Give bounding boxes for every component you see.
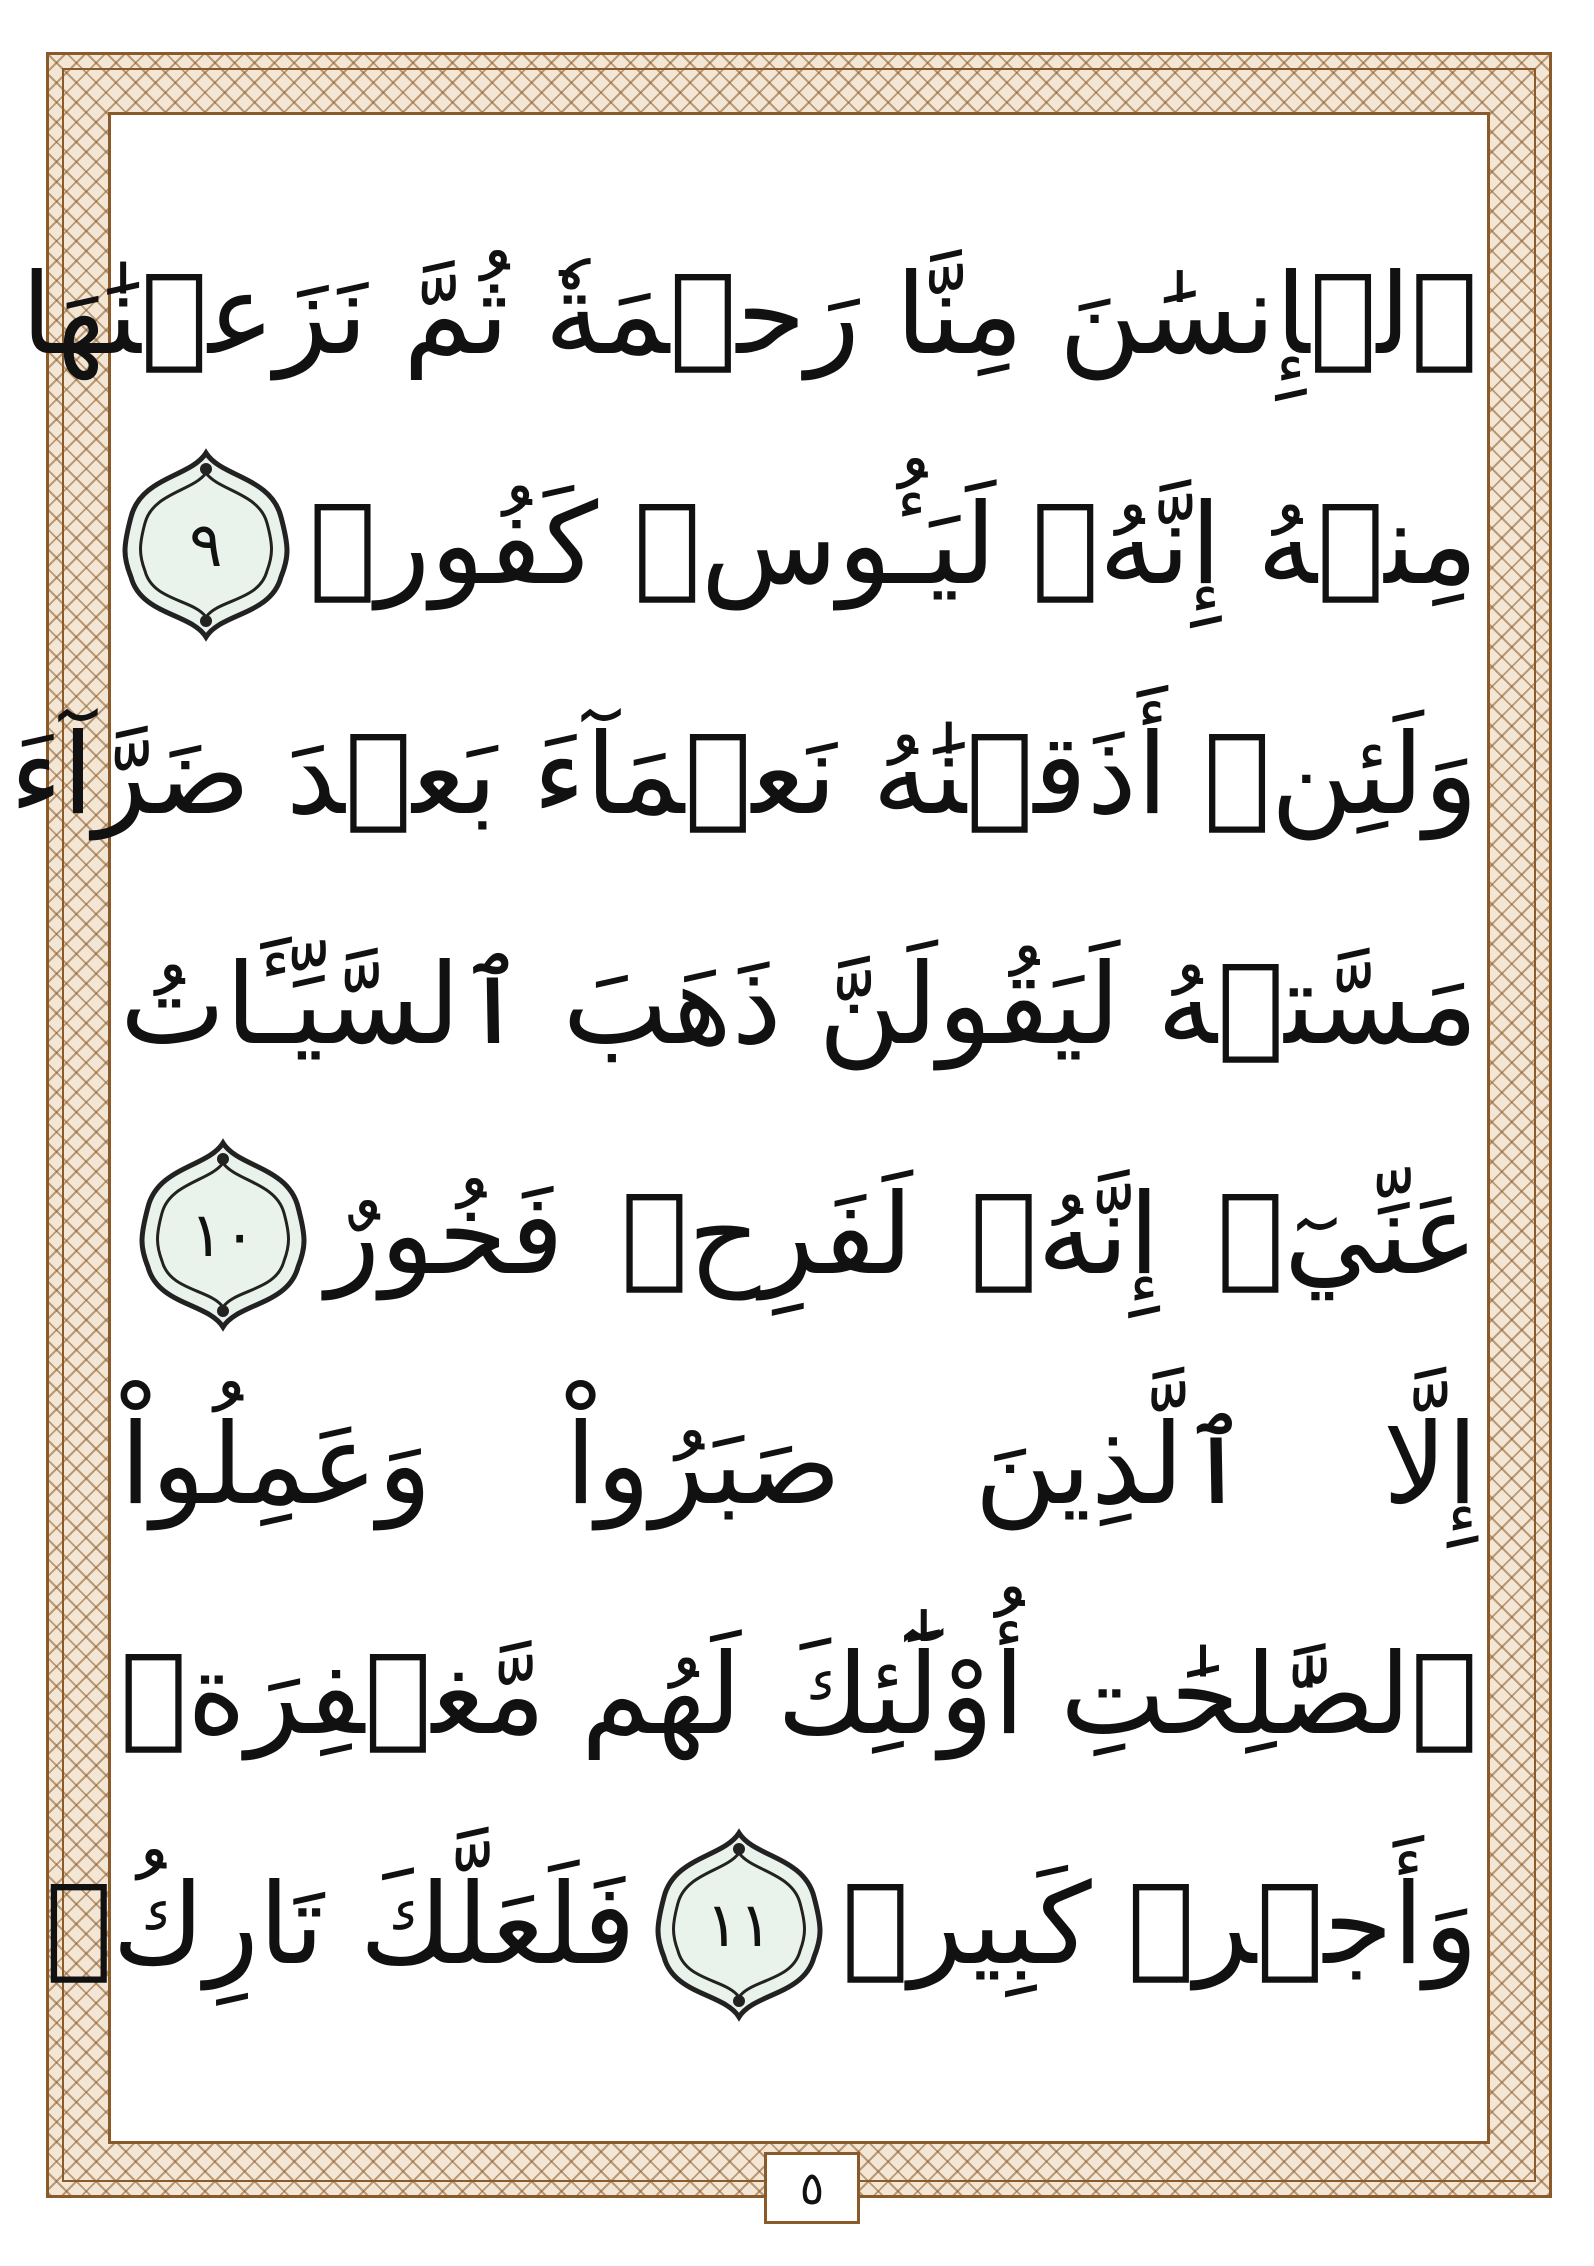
- verse-text: مَسَّتۡهُ لَيَقُولَنَّ ذَهَبَ ٱلسَّيِّـَٔاتُ: [120, 940, 1478, 1070]
- verse-number: ٩: [189, 508, 223, 581]
- verse-number: ١١: [705, 1888, 773, 1961]
- verse-text: وَلَئِنۡ أَذَقۡنَٰهُ نَعۡمَآءَ بَعۡدَ ضَرَّآءَ: [9, 710, 1478, 840]
- verse-line-2: [120, 430, 1478, 660]
- verse-text: فَلَعَلَّكَ تَارِكُۢ: [45, 1860, 636, 1990]
- verse-line-3: [9, 660, 1478, 890]
- verse-number: ١٠: [189, 1198, 257, 1271]
- verse-text: عَنِّيٓۚ إِنَّهُۥ لَفَرِحٞ فَخُورٌ: [326, 1170, 1478, 1300]
- verse-end-marker-10: [138, 1137, 308, 1333]
- verse-text: ٱلۡإِنسَٰنَ مِنَّا رَحۡمَةٗ ثُمَّ نَزَعۡنَٰهَا: [21, 250, 1478, 380]
- verse-line-5: [120, 1120, 1478, 1350]
- verse-line-4: [120, 890, 1478, 1120]
- page-number-box: [764, 2152, 860, 2224]
- verse-end-marker-11: [654, 1827, 824, 2023]
- verse-lines: [9, 200, 1478, 2040]
- verse-line-7: [120, 1580, 1478, 1810]
- verse-end-marker-9: [121, 447, 291, 643]
- verse-line-8: [45, 1810, 1478, 2040]
- verse-text: وَأَجۡرٞ كَبِيرٞ: [841, 1860, 1478, 1990]
- verse-text: ٱلصَّٰلِحَٰتِ أُوْلَٰٓئِكَ لَهُم مَّغۡفِرَةٞ: [120, 1630, 1478, 1760]
- verse-line-6: [120, 1350, 1478, 1580]
- page-number: ٥: [799, 2161, 825, 2215]
- verse-text: مِنۡهُ إِنَّهُۥ لَيَـُٔوسٞ كَفُورٞ: [308, 480, 1478, 610]
- verse-text: إِلَّا ٱلَّذِينَ صَبَرُواْ وَعَمِلُواْ: [120, 1400, 1478, 1530]
- verse-line-1: [21, 200, 1478, 430]
